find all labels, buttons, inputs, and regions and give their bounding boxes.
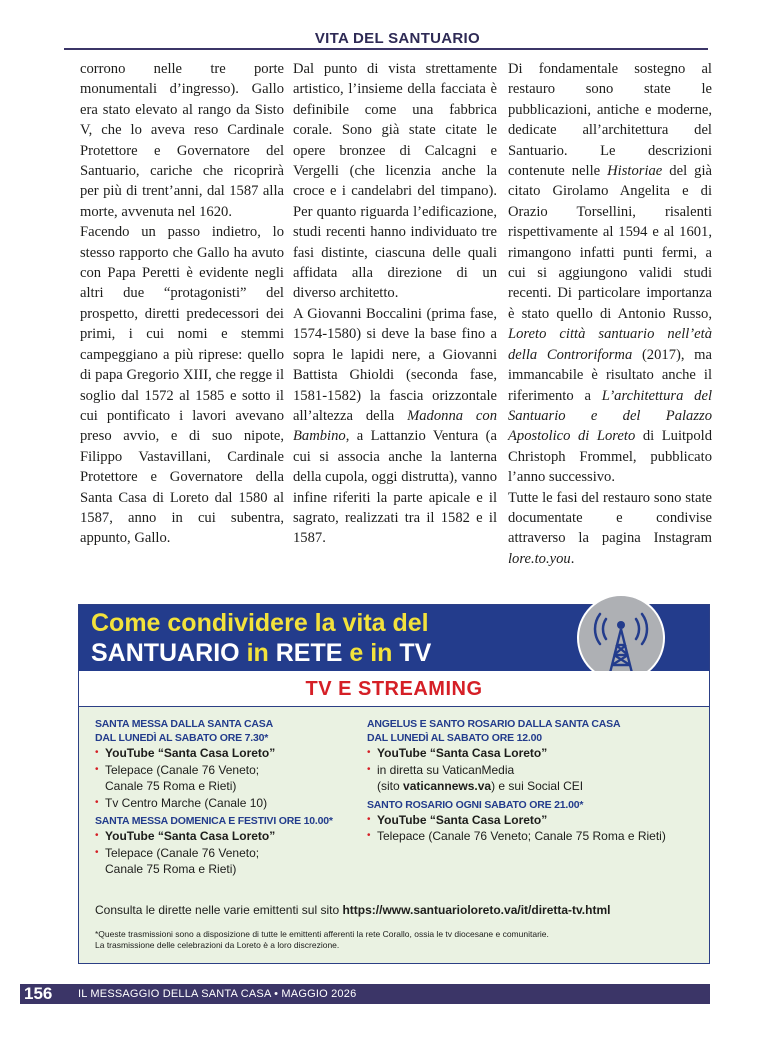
title-word: RETE [275,639,350,667]
article-column-1 [80,59,284,549]
list-item [95,745,365,762]
page-number: 156 [24,984,53,1003]
channel-name: YouTube “Santa Casa Loreto” [105,829,276,843]
text-run: . [570,550,575,567]
channel-name: YouTube “Santa Casa Loreto” [377,746,548,760]
title-word: TV [399,639,432,667]
section-title: VITA DEL SANTUARIO [314,30,480,47]
schedule-right [367,717,697,845]
list-item: • Telepace (Canale 76 Veneto; Canale 75 Roma e Rieti) [367,828,697,845]
schedule-title: SANTA MESSA DALLA SANTA CASA [95,718,273,730]
list-item: • Telepace (Canale 76 Veneto; [95,762,365,779]
paragraph [293,304,497,549]
list-item [95,828,365,845]
broadcast-tower-icon [576,593,666,683]
list-item [367,745,697,762]
box-title-line2 [91,639,431,668]
text-run: del già citato Girolamo Angelita e di Orazio Torsellini, risalenti rispettivamente al 1594 e al 1601, rimangono infatti punti fermi, a cui si aggiungono validi studi recenti. Di particolare importanza è stato quello di Antonio Russo, [508,163,712,322]
website-link[interactable]: vaticannews.va [403,779,492,793]
list-item: • Tv Centro Marche (Canale 10) [95,795,365,812]
schedule-title: ANGELUS E SANTO ROSARIO DALLA SANTA CASA [367,718,621,730]
article-column-2 [293,59,497,549]
schedule-left [95,717,365,878]
list-item [367,812,697,829]
italic-title: Historiae [607,163,663,180]
text-run: Di fondamentale sostegno al restauro sono state le pubblicazioni, antiche e moderne, dedicate all’architettura del Santuario. Le descrizioni contenute nelle [508,61,712,180]
italic-title: L’architettura del Santuario e del Palazzo Apostolico di Loreto [508,387,713,445]
text-run: , a Lattanzio Ventura (a cui si associa anche la lanterna della cupola, oggi distrutta), vanno infine riferiti la parte apicale e il sagrato, realizzati tra il 1582 e il 1587. [293,428,497,547]
text-run: A Giovanni Boccalini (prima fase, 1574-1580) si deve la base fino a sopra le lapidi nere, a Giovanni Battista Ghioldi (seconda fase, 1581-1582) la fascia orizzontale all’altezza della [293,305,497,424]
paragraph [508,488,712,570]
paragraph: Dal punto di vista strettamente artistico, l’insieme della facciata è definibile come una fabbrica corale. Sono già state citate le opere bronzee di Calcagni e Vergelli (che licenzia anche la croce e i candelabri del timpano). Per quanto riguarda l’edificazione, studi recenti hanno individuato tre fasi distinte, ciascuna delle quali affidata alla direzione di un diverso architetto. [293,61,497,302]
list-item: • in diretta su VaticanMedia [367,762,697,779]
italic-title: Madonna con Bambino [293,407,497,445]
text-run: (sito [377,779,404,793]
paragraph: Facendo un passo indietro, lo stesso rapporto che Gallo ha avuto con Papa Peretti è evidente negli altri due “protagonisti” del prospetto, diretti predecessori dei primi, i cui nomi e stemmi campeggiano a più riprese: quello di papa Gregorio XIII, che regge il soglio dal 1572 al 1585 e sotto il cui pontificato i lavori avevano preso avvio, e di suo nipote, Filippo Vastavillani, Cardinale Protettore e Governatore della Santa Casa di Loreto dal 1580 al 1587, anno in cui subentra, appunto, Gallo. [80,224,284,547]
text-run: di Luitpold Christoph Frommel, pubblicato l’anno successivo. [508,428,712,486]
schedule-title: DAL LUNEDÌ AL SABATO ORE 7.30* [95,732,269,744]
consult-line [95,903,705,917]
schedule-title: SANTO ROSARIO OGNI SABATO ORE 21.00* [367,798,584,811]
list-item-continuation: Canale 75 Roma e Rieti) [105,862,237,876]
schedule-title: SANTA MESSA DOMENICA E FESTIVI ORE 10.00* [95,815,333,827]
text-run: ) e sui Social CEI [491,779,584,793]
text-run: (2017), ma immancabile è risultato anche il riferimento a [508,346,713,404]
title-word: SANTUARIO [91,639,247,667]
title-word: e in [349,639,400,667]
website-link[interactable]: https://www.santuarioloreto.va/it/diretta-tv.html [342,903,611,917]
box-title-line1: Come condividere la vita del [91,609,429,637]
text-run: Consulta le dirette nelle varie emittenti sul sito [95,903,343,917]
tv-streaming-box [78,604,710,964]
paragraph: corrono nelle tre porte monumentali d’ingresso). Gallo era stato elevato al rango da Sisto V, che lo aveva reso Cardinale Protettore e Governatore del Santuario, cariche che ricoprirà per più di trent’anni, dal 1587 alla morte, avvenuta nel 1620. [80,61,284,220]
instagram-handle: lore.to.you [508,550,571,567]
channel-name: YouTube “Santa Casa Loreto” [105,746,276,760]
list-item: • Telepace (Canale 76 Veneto; [95,845,365,862]
schedule-title: DAL LUNEDÌ AL SABATO ORE 12.00 [367,732,542,744]
title-word: in [246,639,276,667]
subtitle: TV E STREAMING [305,678,483,700]
list-item-continuation: Canale 75 Roma e Rieti) [105,779,237,793]
channel-name: YouTube “Santa Casa Loreto” [377,812,548,827]
page-footer [20,984,710,1004]
italic-title: Loreto città santuario nell’età della Controriforma [508,326,712,363]
footnote [95,929,705,951]
article-column-3 [508,59,712,569]
footnote-line: *Queste trasmissioni sono a disposizione di tutte le emittenti afferenti la rete Corallo, ossia le tv diocesane e comunitarie. [95,929,549,939]
paragraph [508,59,712,488]
list-item-continuation [367,778,697,795]
publication-name: IL MESSAGGIO DELLA SANTA CASA • MAGGIO 2026 [78,988,357,1000]
footnote-line: La trasmissione delle celebrazioni da Loreto è a loro discrezione. [95,940,340,950]
text-run: Tutte le fasi del restauro sono state documentate e condivise attraverso la pagina Instagram [508,489,712,547]
section-header [64,26,708,50]
subtitle-banner [79,671,709,707]
box-header [79,605,709,671]
